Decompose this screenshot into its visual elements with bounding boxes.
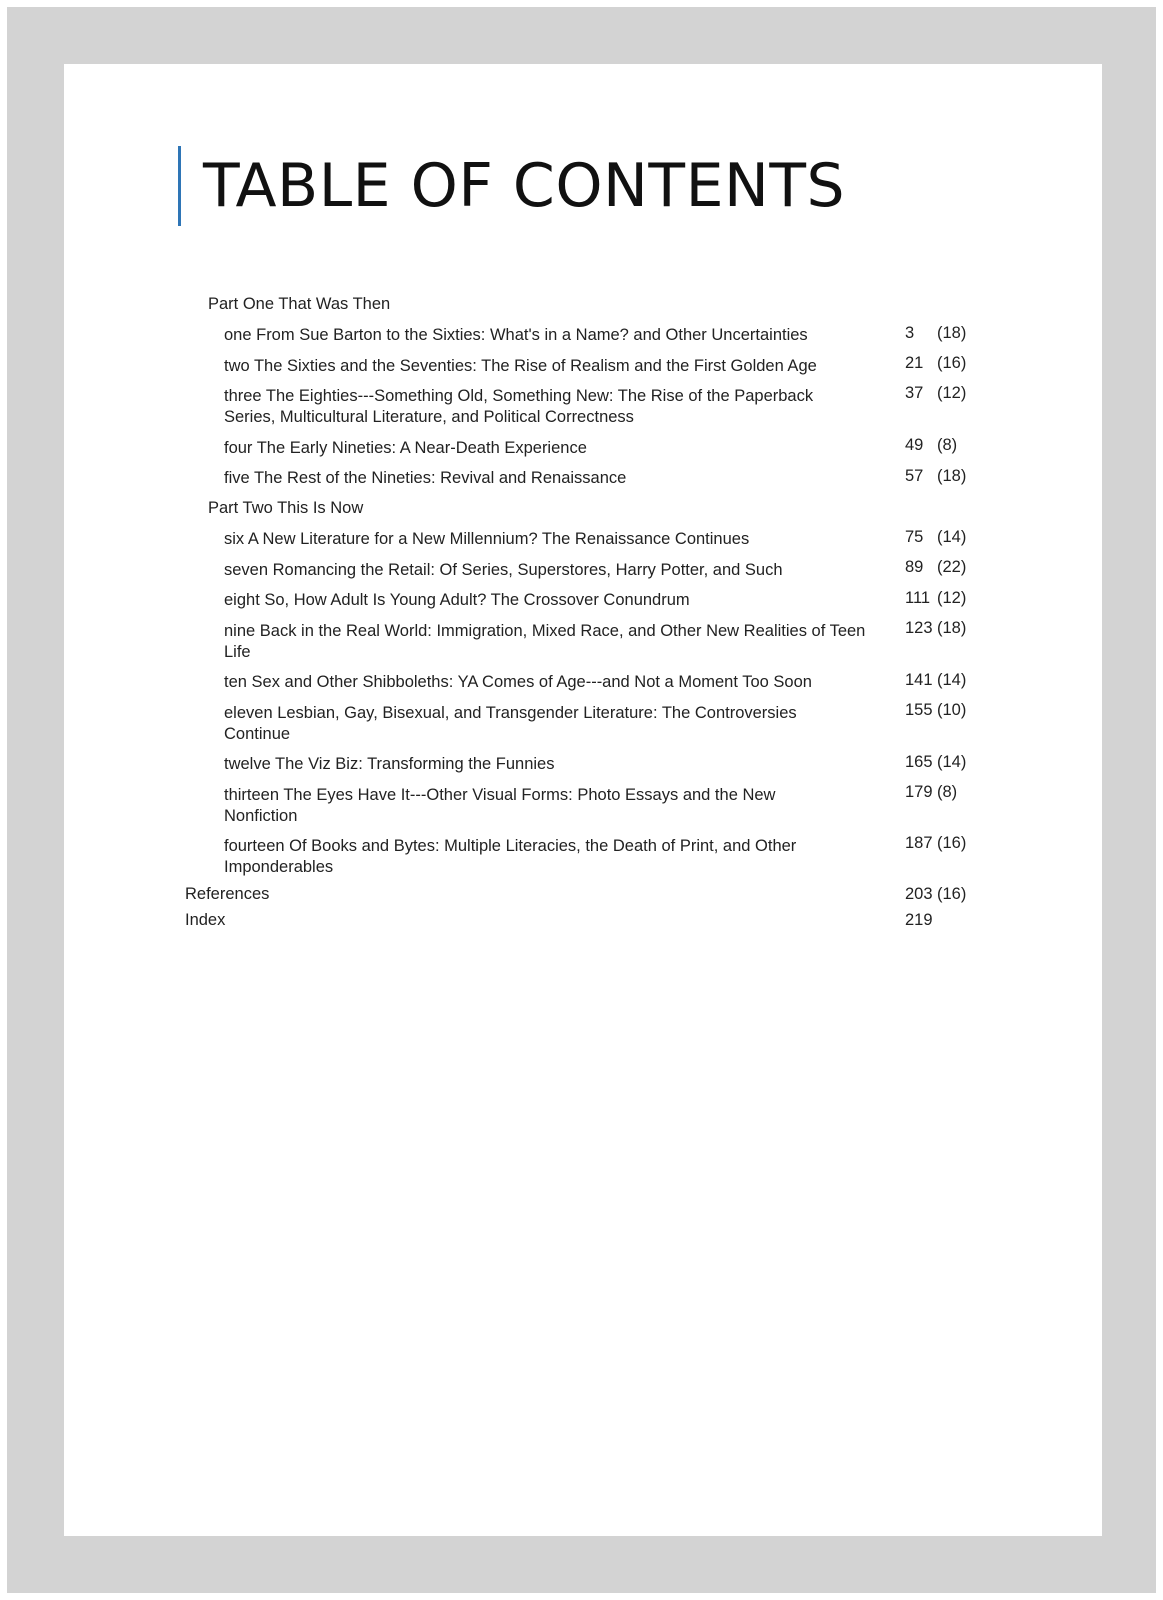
toc-entry-text: seven Romancing the Retail: Of Series, Superstores, Harry Potter, and Such — [224, 561, 783, 579]
toc-page-count: (22) — [937, 558, 967, 576]
toc-page-number: 21 — [905, 354, 924, 372]
toc-entry-text: Part One That Was Then — [208, 295, 391, 313]
toc-page-number: 123 — [905, 619, 933, 637]
toc-page-number: 219 — [905, 911, 933, 929]
toc-entry-text: twelve The Viz Biz: Transforming the Funnies — [224, 755, 555, 773]
toc-page-count: (14) — [937, 753, 967, 771]
toc-page-count: (8) — [937, 783, 958, 801]
page-title: TABLE OF CONTENTS — [203, 151, 846, 221]
toc-page-count: (12) — [937, 589, 967, 607]
toc-page-count: (18) — [937, 619, 967, 637]
toc-entry-text: Part Two This Is Now — [208, 499, 364, 517]
toc-page-count: (18) — [937, 467, 967, 485]
toc-entry-text: five The Rest of the Nineties: Revival and Renaissance — [224, 469, 627, 487]
toc-entry-text: three The Eighties---Something Old, Something New: The Rise of the Paperback Series, Multicultural Literature, and Political Correctness — [224, 387, 814, 426]
toc-entry-text: nine Back in the Real World: Immigration, Mixed Race, and Other New Realities of Teen Life — [224, 622, 866, 661]
toc-page-count: (16) — [937, 354, 967, 372]
toc-page-count: (18) — [937, 324, 967, 342]
toc-page-number: 75 — [905, 528, 924, 546]
toc-entry-text: one From Sue Barton to the Sixties: What's in a Name? and Other Uncertainties — [224, 326, 808, 344]
toc-entry-text: eight So, How Adult Is Young Adult? The Crossover Conundrum — [224, 591, 690, 609]
toc-page-number: 3 — [905, 324, 915, 342]
toc-entry-text: fourteen Of Books and Bytes: Multiple Literacies, the Death of Print, and Other Imponderables — [224, 837, 797, 876]
toc-page-count: (14) — [937, 671, 967, 689]
toc-page-count: (10) — [937, 701, 967, 719]
toc-entry-text: six A New Literature for a New Millennium? The Renaissance Continues — [224, 530, 750, 548]
document-viewer — [7, 7, 1156, 1593]
toc-page-number: 165 — [905, 753, 933, 771]
toc-entry-text: ten Sex and Other Shibboleths: YA Comes of Age---and Not a Moment Too Soon — [224, 673, 812, 691]
toc-page-number: 203 — [905, 885, 933, 903]
toc-page-count: (14) — [937, 528, 967, 546]
toc-entry-text: four The Early Nineties: A Near-Death Experience — [224, 439, 587, 457]
toc-entry-text: References — [185, 885, 270, 903]
toc-page-count: (12) — [937, 384, 967, 402]
toc-page-number: 49 — [905, 436, 924, 454]
toc-page-number: 141 — [905, 671, 933, 689]
toc-entry-text: eleven Lesbian, Gay, Bisexual, and Transgender Literature: The Controversies Continue — [224, 704, 797, 743]
title-accent-bar — [178, 146, 181, 226]
toc-page-number: 111 — [905, 589, 931, 607]
toc-entry-text: thirteen The Eyes Have It---Other Visual Forms: Photo Essays and the New Nonfiction — [224, 786, 776, 825]
toc-entry-text: Index — [185, 911, 226, 929]
toc-page-count: (16) — [937, 885, 967, 903]
toc-page-number: 187 — [905, 834, 933, 852]
toc-page-count: (16) — [937, 834, 967, 852]
toc-page-number: 89 — [905, 558, 924, 576]
toc-entry-text: two The Sixties and the Seventies: The Rise of Realism and the First Golden Age — [224, 357, 817, 375]
toc-page-number: 155 — [905, 701, 933, 719]
toc-page-count: (8) — [937, 436, 958, 454]
toc-page-number: 57 — [905, 467, 924, 485]
toc-page-number: 179 — [905, 783, 933, 801]
toc-page-number: 37 — [905, 384, 924, 402]
document-page — [64, 64, 1102, 1536]
